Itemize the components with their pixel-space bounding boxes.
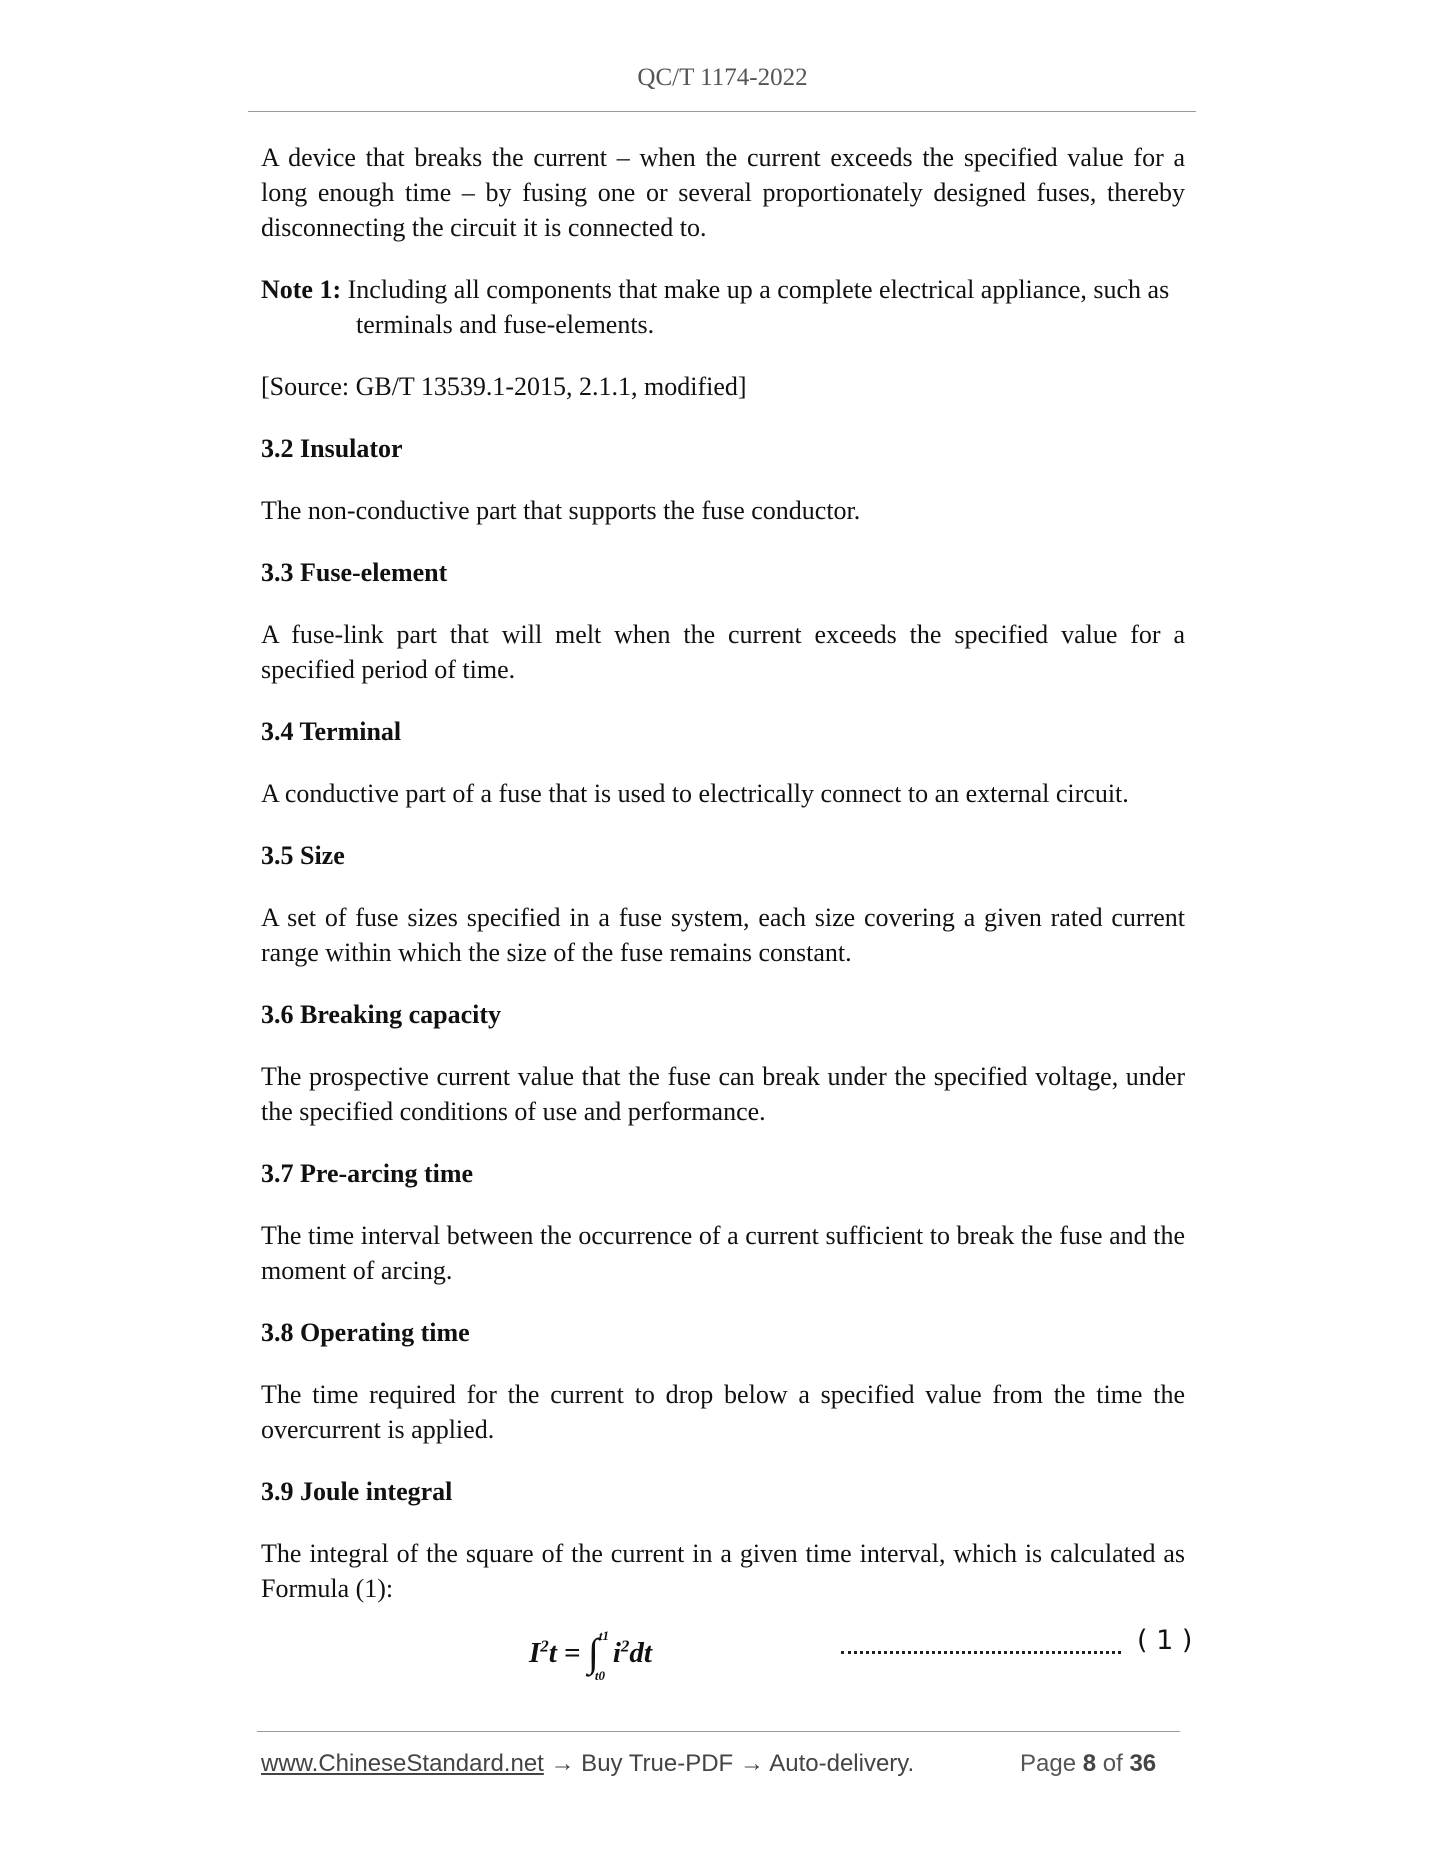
term-definition: The time interval between the occurrence of a current sufficient to break the fuse and the moment of arcing. xyxy=(261,1221,1185,1285)
term-heading: 3.2 Insulator xyxy=(261,434,403,463)
footer-promo xyxy=(261,1750,914,1778)
formula-lhs-exponent: 2 xyxy=(540,1636,549,1656)
formula-lhs-variable: t xyxy=(548,1637,557,1669)
term-heading: 3.6 Breaking capacity xyxy=(261,1000,502,1029)
formula-equals: = xyxy=(564,1637,581,1669)
formula-row xyxy=(261,1625,1193,1685)
term-definition: The prospective current value that the fuse can break under the specified voltage, under the specified conditions of use and performance. xyxy=(261,1062,1185,1126)
term-definition: The integral of the square of the current in a given time interval, which is calculated as Formula (1): xyxy=(261,1539,1185,1603)
source-reference: [Source: GB/T 13539.1-2015, 2.1.1, modified] xyxy=(261,372,747,401)
website-link[interactable]: www.ChineseStandard.net xyxy=(261,1750,544,1777)
document-body xyxy=(261,140,1185,1633)
joule-integral-formula xyxy=(529,1625,652,1684)
term-definition: The time required for the current to drop below a specified value from the time the overcurrent is applied. xyxy=(261,1380,1185,1444)
integral-lower-limit: t0 xyxy=(594,1668,605,1684)
term-heading: 3.7 Pre-arcing time xyxy=(261,1159,474,1188)
term-heading: 3.3 Fuse-element xyxy=(261,558,448,587)
term-definition: The non-conductive part that supports the fuse conductor. xyxy=(261,496,861,525)
formula-leader-dots xyxy=(841,1627,1121,1654)
formula-lhs-base: I xyxy=(529,1637,541,1669)
note-text: Including all components that make up a complete electrical appliance, such as terminals and fuse-elements. xyxy=(347,275,1170,339)
note-paragraph xyxy=(261,272,1185,342)
footer-divider xyxy=(257,1731,1180,1732)
page-label: Page xyxy=(1020,1750,1077,1777)
term-heading: 3.4 Terminal xyxy=(261,717,402,746)
of-label: of xyxy=(1102,1750,1123,1777)
term-heading: 3.8 Operating time xyxy=(261,1318,470,1347)
current-page-number: 8 xyxy=(1082,1750,1097,1777)
term-heading: 3.5 Size xyxy=(261,841,345,870)
term-definition: A conductive part of a fuse that is used to electrically connect to an external circuit. xyxy=(261,779,1129,808)
term-heading: 3.9 Joule integral xyxy=(261,1477,453,1506)
note-label: Note 1: xyxy=(261,275,342,304)
formula-differential: dt xyxy=(629,1637,652,1669)
term-definition: A set of fuse sizes specified in a fuse system, each size covering a given rated current range within which the size of the fuse remains constant. xyxy=(261,903,1185,967)
integral-limits xyxy=(594,1628,613,1684)
formula-integrand-base: i xyxy=(612,1637,621,1669)
header-divider xyxy=(248,111,1196,112)
formula-number: ( 1 ) xyxy=(1137,1625,1193,1656)
footer-purchase-text: → Buy True-PDF → Auto-delivery. xyxy=(543,1750,915,1777)
definition-paragraph: A device that breaks the current – when the current exceeds the specified value for a long enough time – by fusing one or several proportionately designed fuses, thereby disconnecting the circuit it is connected to. xyxy=(261,143,1185,242)
integral-sign: ∫ xyxy=(587,1630,599,1675)
total-page-count: 36 xyxy=(1129,1750,1157,1777)
formula-integrand-exponent: 2 xyxy=(620,1636,630,1656)
page-indicator xyxy=(1020,1750,1156,1778)
term-definition: A fuse-link part that will melt when the current exceeds the specified value for a specified period of time. xyxy=(261,620,1185,684)
integral-upper-limit: t1 xyxy=(598,1628,609,1644)
document-id-header: QC/T 1174-2022 xyxy=(637,64,808,91)
